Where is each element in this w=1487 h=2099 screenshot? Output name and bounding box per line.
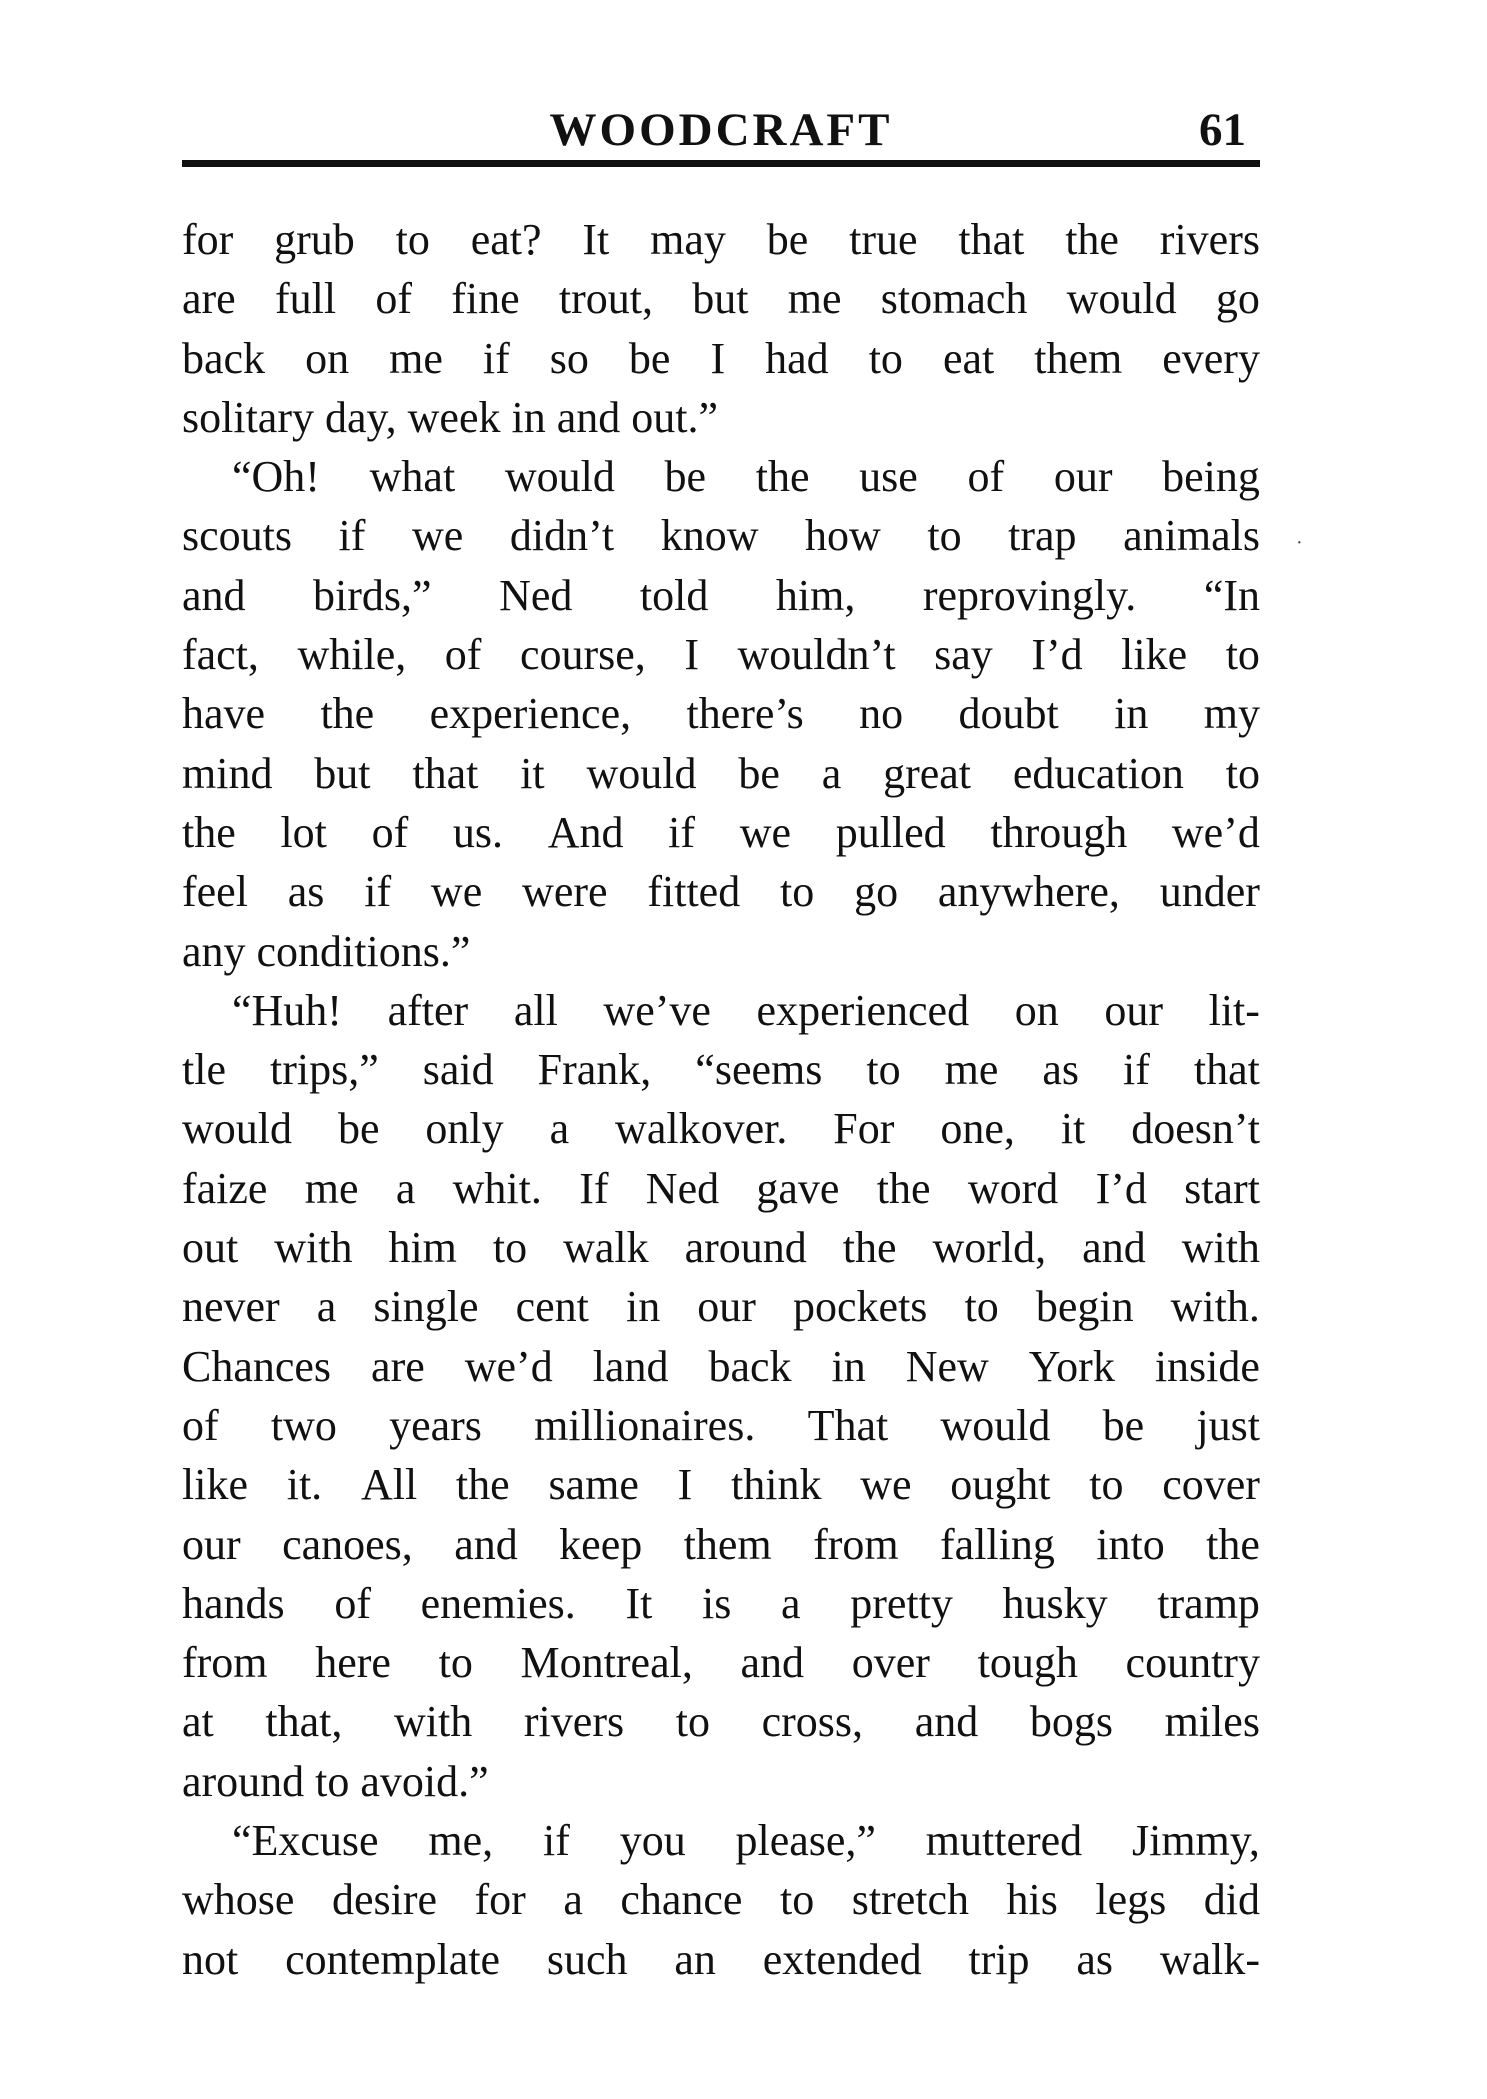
text-line: any conditions.” bbox=[182, 926, 471, 976]
running-title: WOODCRAFT bbox=[549, 104, 893, 156]
stray-ink-mark: · bbox=[1296, 532, 1303, 554]
text-line: at that, with rivers to cross, and bogs miles bbox=[182, 1697, 1260, 1747]
text-line: “Huh! after all we’ve experienced on our lit- bbox=[232, 985, 1260, 1035]
text-line: solitary day, week in and out.” bbox=[182, 392, 718, 442]
body-text bbox=[182, 210, 1260, 1989]
text-line: not contemplate such an extended trip as walk- bbox=[182, 1934, 1260, 1984]
text-line: tle trips,” said Frank, “seems to me as if that bbox=[182, 1045, 1260, 1095]
text-line: and birds,” Ned told him, reprovingly. “In bbox=[182, 570, 1260, 620]
text-line: of two years millionaires. That would be just bbox=[182, 1400, 1260, 1450]
text-line: fact, while, of course, I wouldn’t say I’d like to bbox=[182, 630, 1260, 680]
page-number: 61 bbox=[1199, 104, 1246, 156]
text-line: hands of enemies. It is a pretty husky tramp bbox=[182, 1578, 1260, 1628]
text-line: back on me if so be I had to eat them every bbox=[182, 333, 1260, 383]
text-line: have the experience, there’s no doubt in my bbox=[182, 689, 1260, 739]
text-line: never a single cent in our pockets to begin with. bbox=[182, 1282, 1260, 1332]
text-line: the lot of us. And if we pulled through we’d bbox=[182, 807, 1260, 857]
header-rule bbox=[182, 160, 1260, 167]
text-line: for grub to eat? It may be true that the rivers bbox=[182, 215, 1260, 264]
text-line: faize me a whit. If Ned gave the word I’d start bbox=[182, 1163, 1260, 1213]
text-line: scouts if we didn’t know how to trap animals bbox=[182, 511, 1260, 561]
text-line: “Excuse me, if you please,” muttered Jimmy, bbox=[232, 1816, 1260, 1866]
text-line: out with him to walk around the world, and with bbox=[182, 1223, 1260, 1273]
text-line: our canoes, and keep them from falling into the bbox=[182, 1519, 1260, 1569]
running-head bbox=[182, 100, 1260, 160]
text-line: like it. All the same I think we ought to cover bbox=[182, 1460, 1260, 1510]
text-line: mind but that it would be a great education to bbox=[182, 748, 1260, 798]
text-line: from here to Montreal, and over tough country bbox=[182, 1638, 1260, 1688]
text-line: are full of fine trout, but me stomach would go bbox=[182, 274, 1260, 324]
text-line: would be only a walkover. For one, it doesn’t bbox=[182, 1104, 1260, 1154]
text-line: whose desire for a chance to stretch his legs did bbox=[182, 1875, 1260, 1925]
text-line: feel as if we were fitted to go anywhere, under bbox=[182, 867, 1260, 917]
text-line: around to avoid.” bbox=[182, 1756, 489, 1806]
text-line: Chances are we’d land back in New York inside bbox=[182, 1341, 1260, 1391]
text-line: “Oh! what would be the use of our being bbox=[232, 452, 1260, 502]
